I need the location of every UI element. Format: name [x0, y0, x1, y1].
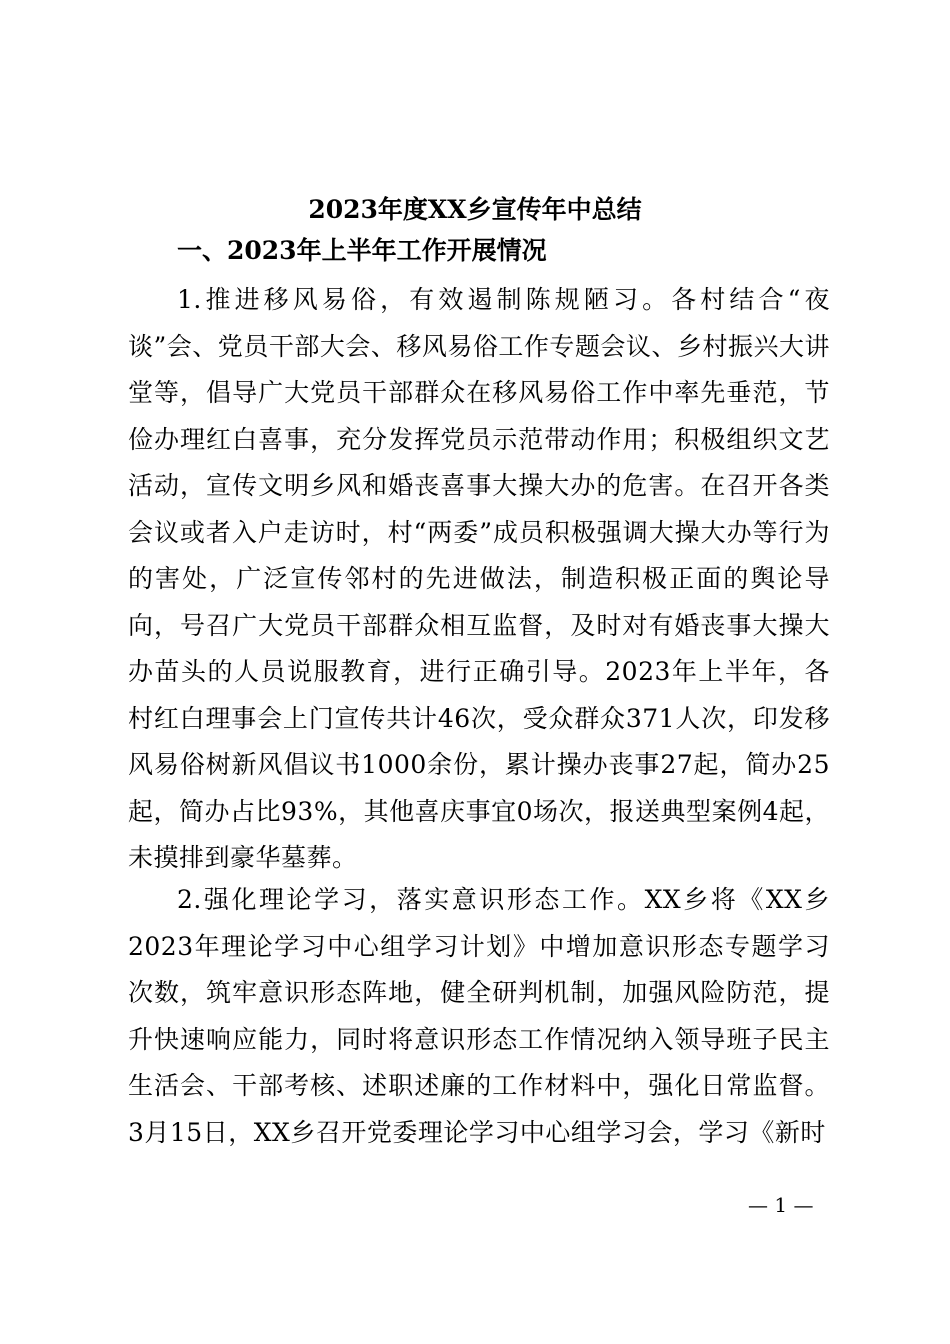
document-title: 2023年度XX乡宣传年中总结 [308, 195, 642, 224]
paragraph-1: 1.推进移风易俗，有效遏制陈规陋习。各村结合“夜谈”会、党员干部大会、移风易俗工作专题会议、乡村振兴大讲堂等，倡导广大党员干部群众在移风易俗工作中率先垂范，节俭办理红白喜事，充分发挥党员示范带动作用；积极组织文艺活动，宣传文明乡风和婚丧喜事大操大办的危害。在召开各类会议或者入户走访时，村“两委”成员积极强调大操大办等行为的害处，广泛宣传邻村的先进做法，制造积极正面的舆论导向，号召广大党员干部群众相互监督，及时对有婚丧事大操大办苗头的人员说服教育，进行正确引导。2023年上半年，各村红白理事会上门宣传共计46次，受众群众371人次，印发移风易俗树新风倡议书1000余份，累计操办丧事27起，简办25起，简办占比93%，其他喜庆事宜0场次，报送典型案例4起，未摸排到豪华墓葬。 [128, 285, 830, 872]
page-number: — 1 — [748, 1193, 814, 1217]
section-heading: 一、2023年上半年工作开展情况 [177, 236, 547, 265]
paragraph-2: 2.强化理论学习，落实意识形态工作。XX乡将《XX乡2023年理论学习中心组学习计划》中增加意识形态专题学习次数，筑牢意识形态阵地，健全研判机制，加强风险防范，提升快速响应能力，同时将意识形态工作情况纳入领导班子民主生活会、干部考核、述职述廉的工作材料中，强化日常监督。3月15日，XX乡召开党委理论学习中心组学习会，学习《新时 [128, 885, 830, 1147]
